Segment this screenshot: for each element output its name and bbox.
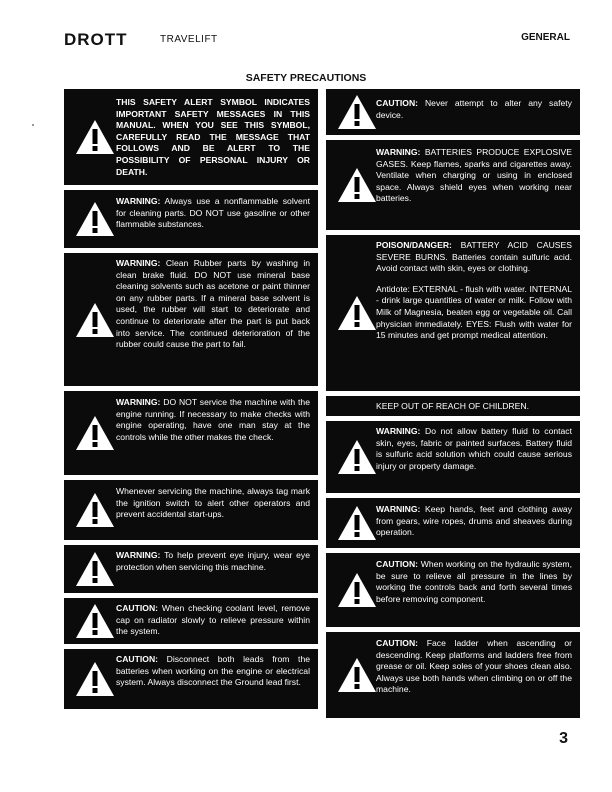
safety-alert-box: [64, 89, 318, 185]
notice-box: [64, 480, 318, 540]
right-column: [326, 89, 580, 723]
scan-speck: [32, 124, 34, 126]
page-title: SAFETY PRECAUTIONS: [245, 72, 367, 84]
box-text: Disconnect both leads from the batteries when working on the engine or electrical system. Always disconnect the Ground lead first.: [116, 654, 311, 688]
product-name: TRAVELIFT: [160, 34, 218, 45]
box-label: CAUTION:: [376, 559, 419, 569]
warning-box: [326, 498, 580, 548]
warning-triangle-icon: [75, 201, 115, 237]
box-label: WARNING:: [376, 426, 421, 436]
warning-box: [326, 140, 580, 230]
box-text: Never attempt to alter any safety device.: [376, 98, 572, 120]
warning-box: [64, 253, 318, 386]
section-name: GENERAL: [521, 32, 570, 43]
box-label: WARNING:: [376, 504, 421, 514]
caution-box: [64, 649, 318, 709]
page-number: 3: [559, 730, 568, 747]
warning-triangle-icon: [337, 167, 377, 203]
warning-triangle-icon: [337, 572, 377, 608]
box-label: POISON/DANGER:: [376, 240, 452, 250]
box-text: Always use a nonflammable solvent for cleaning parts. DO NOT use gasoline or other flammable substances.: [116, 196, 310, 230]
caution-box: [64, 598, 318, 644]
brand-logo: DROTT: [64, 30, 128, 49]
box-label: CAUTION:: [376, 638, 419, 648]
warning-triangle-icon: [75, 603, 115, 639]
warning-box: [64, 545, 318, 593]
warning-triangle-icon: [75, 302, 115, 338]
poison-danger-box: [326, 235, 580, 391]
notice-box: [326, 396, 580, 416]
box-label: CAUTION:: [116, 654, 159, 664]
box-label: WARNING:: [116, 196, 161, 206]
box-label: CAUTION:: [376, 98, 419, 108]
warning-triangle-icon: [337, 94, 377, 130]
warning-box: [64, 391, 318, 475]
warning-box: [326, 421, 580, 493]
caution-box: [326, 553, 580, 627]
box-text: Do not allow battery fluid to contact skin, eyes, fabric or painted surfaces. Battery fluid is sulfuric acid solution which could cause serious injury or property damage.: [376, 426, 572, 471]
antidote-text: Antidote: EXTERNAL - flush with water. INTERNAL - drink large quantities of water or milk. Follow with Milk of Magnesia, beaten egg or vegetable oil. Call physician immediately. EYES: Flush with water for 15 minutes and get prompt medical attention.: [376, 283, 572, 341]
box-text: When working on the hydraulic system, be sure to relieve all pressure in the lines by working the controls back and forth several times before removing component.: [376, 559, 572, 604]
box-text: KEEP OUT OF REACH OF CHILDREN.: [376, 401, 529, 411]
box-label: WARNING:: [116, 397, 161, 407]
warning-triangle-icon: [337, 439, 377, 475]
warning-triangle-icon: [337, 505, 377, 541]
caution-box: [326, 89, 580, 135]
alert-text: THIS SAFETY ALERT SYMBOL INDICATES IMPORTANT SAFETY MESSAGES IN THIS MANUAL. WHEN YOU SEE THIS SYMBOL, CAREFULLY READ THE MESSAGE THAT FOLLOWS AND BE ALERT TO THE POSSIBILITY OF PERSONAL INJURY OR DEATH.: [116, 97, 310, 177]
warning-triangle-icon: [75, 551, 115, 587]
warning-triangle-icon: [75, 661, 115, 697]
box-text: DO NOT service the machine with the engine running. If necessary to make checks with engine operating, have one man stay at the controls while the other makes the check.: [116, 397, 310, 442]
box-label: WARNING:: [116, 258, 161, 268]
warning-triangle-icon: [75, 415, 115, 451]
box-text: Clean Rubber parts by washing in clean brake fluid. DO NOT use mineral base cleaning solvents such as acetone or paint thinner on any rubber parts. If a mineral base solvent is used, the rubber will start to deteriorate and continue to deteriorate after the part is put back into service. The continued deterioration of the rubber could cause the part to fail.: [116, 258, 311, 350]
box-text: To help prevent eye injury, wear eye protection when servicing this machine.: [116, 550, 311, 572]
warning-triangle-icon: [75, 119, 115, 155]
box-text: BATTERY ACID CAUSES SEVERE BURNS. Batteries contain sulfuric acid. Avoid contact with skin, eyes or clothing.: [376, 240, 573, 274]
box-text: Face ladder when ascending or descending. Keep platforms and ladders free from grease or oil. Keep soles of your shoes clean also. Always use both hands when climbing on or off the machine.: [376, 638, 572, 695]
box-text: BATTERIES PRODUCE EXPLOSIVE GASES. Keep flames, sparks and cigarettes away. Ventilate when charging or using in enclosed space. Always shield eyes when working near batteries.: [376, 147, 572, 204]
box-label: CAUTION:: [116, 603, 159, 613]
warning-box: [64, 190, 318, 248]
warning-triangle-icon: [337, 657, 377, 693]
box-label: WARNING:: [376, 147, 421, 157]
box-text: Whenever servicing the machine, always tag mark the ignition switch to alert other operators and prevent accidental start-ups.: [116, 486, 310, 520]
box-text: Keep hands, feet and clothing away from gears, wire ropes, drums and sheaves during operation.: [376, 504, 572, 538]
warning-triangle-icon: [75, 492, 115, 528]
box-label: WARNING:: [116, 550, 161, 560]
caution-box: [326, 632, 580, 718]
left-column: [64, 89, 318, 714]
warning-triangle-icon: [337, 295, 377, 331]
box-text: When checking coolant level, remove cap on radiator slowly to relieve pressure within the system.: [116, 603, 310, 637]
